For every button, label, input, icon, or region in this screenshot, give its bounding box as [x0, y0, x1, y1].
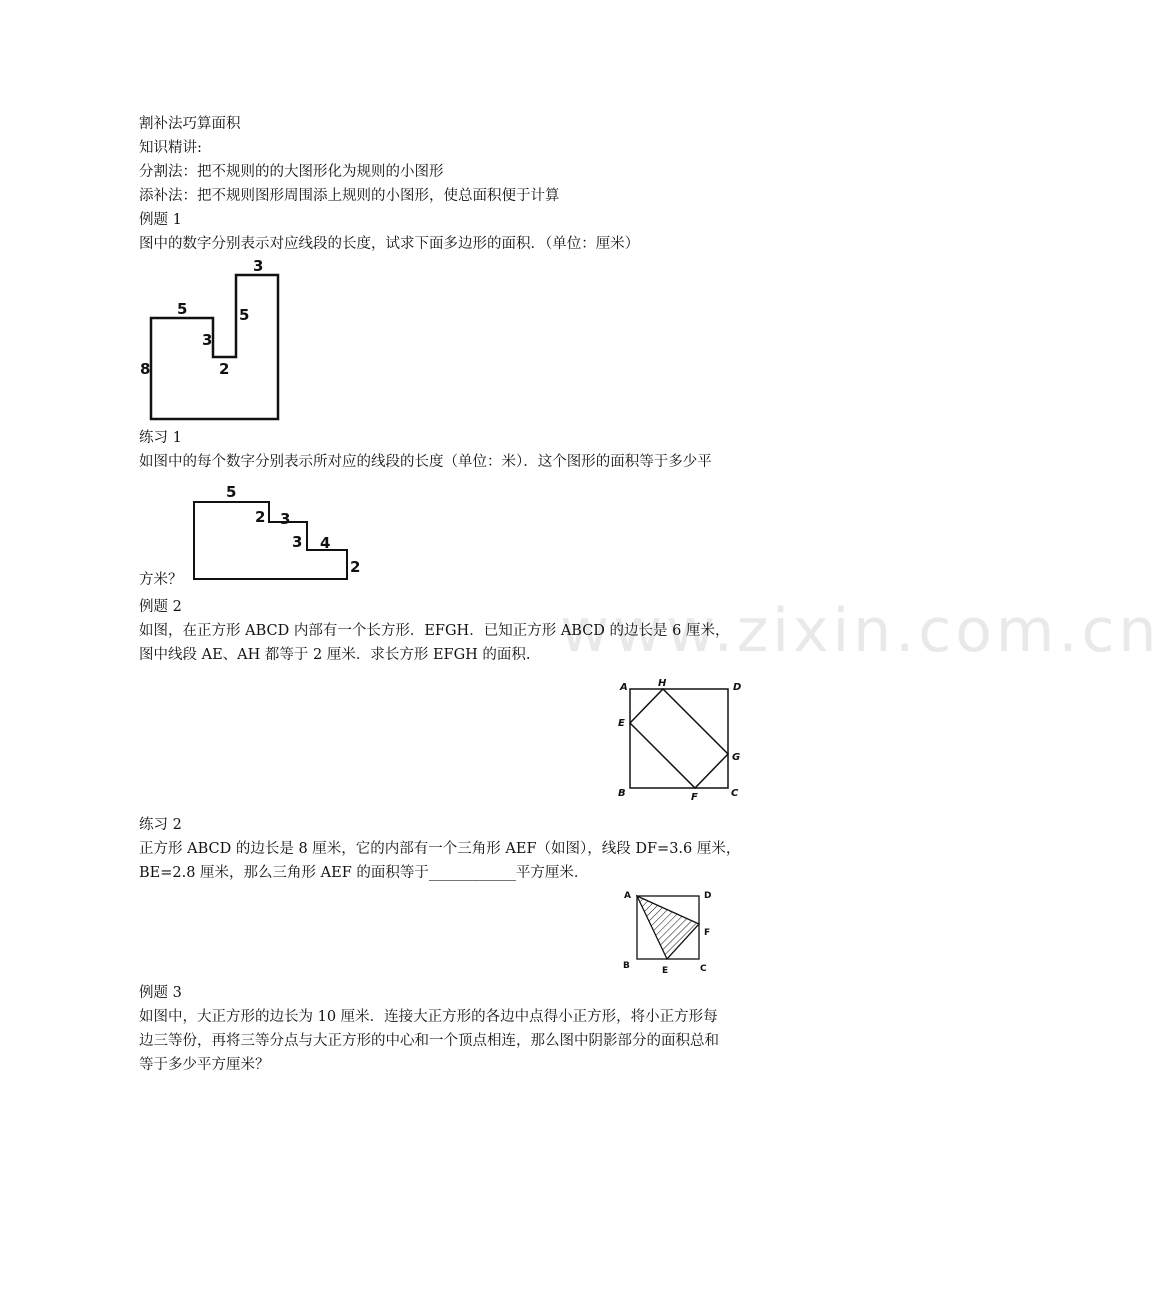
point-label: D — [704, 891, 712, 901]
example3-text-line1: 如图中，大正方形的边长为 10 厘米．连接大正方形的各边中点得小正方形，将小正方形每 — [139, 1009, 718, 1025]
practice2-heading: 练习 2 — [139, 817, 182, 833]
point-label: E — [618, 718, 625, 729]
example2-text-line1: 如图，在正方形 ABCD 内部有一个长方形．EFGH．已知正方形 ABCD 的边长是 6 厘米， — [139, 623, 730, 639]
point-label: C — [700, 964, 707, 974]
watermark: www.zixin.com.cn — [560, 596, 1160, 666]
example3-heading: 例题 3 — [139, 985, 182, 1001]
practice1-text: 如图中的每个数字分别表示所对应的线段的长度（单位：米）．这个图形的面积等于多少平 — [139, 454, 712, 470]
point-label: F — [704, 928, 711, 938]
point-label: A — [620, 682, 628, 693]
figure-3-square-rectangle — [612, 674, 752, 804]
fig1-label: 3 — [253, 257, 264, 275]
fig1-label: 8 — [140, 360, 151, 378]
point-label: H — [658, 678, 667, 689]
fig2-label: 3 — [292, 533, 303, 551]
point-label: E — [662, 966, 669, 976]
split-method-text: 分割法：把不规则的的大图形化为规则的小图形 — [139, 164, 444, 180]
example1-text: 图中的数字分别表示对应线段的长度，试求下面多边形的面积．（单位：厘米） — [139, 236, 640, 252]
point-label: B — [623, 961, 630, 971]
fig2-label: 3 — [280, 510, 291, 528]
fig2-label: 2 — [350, 558, 361, 576]
figure-1-polygon — [135, 256, 285, 424]
fig1-label: 2 — [219, 360, 230, 378]
point-label: C — [731, 788, 739, 799]
point-label: A — [624, 891, 631, 901]
point-label: B — [618, 788, 626, 799]
point-label: D — [733, 682, 742, 693]
fig1-label: 3 — [202, 331, 213, 349]
fig1-label: 5 — [177, 300, 188, 318]
fig2-label: 2 — [255, 508, 266, 526]
practice2-text-line1: 正方形 ABCD 的边长是 8 厘米，它的内部有一个三角形 AEF（如图），线段 DF=3.6 厘米， — [139, 841, 741, 857]
add-method-text: 添补法：把不规则图形周围添上规则的小图形，使总面积便于计算 — [139, 188, 560, 204]
point-label: G — [732, 752, 741, 763]
knowledge-heading: 知识精讲: — [139, 140, 202, 156]
practice2-text-line2: BE=2.8 厘米，那么三角形 AEF 的面积等于____________平方厘米． — [139, 865, 589, 881]
example2-heading: 例题 2 — [139, 599, 182, 615]
doc-title: 割补法巧算面积 — [139, 116, 241, 132]
point-label: F — [691, 792, 698, 803]
figure-2-staircase — [185, 478, 365, 584]
example3-text-line3: 等于多少平方厘米？ — [139, 1057, 270, 1073]
example1-heading: 例题 1 — [139, 212, 182, 228]
fig1-label: 5 — [239, 306, 250, 324]
figure-4-shaded-triangle — [615, 884, 725, 978]
fig2-label: 4 — [320, 534, 331, 552]
practice1-text-tail: 方米？ — [139, 572, 183, 588]
fig2-label: 5 — [226, 483, 237, 501]
practice1-heading: 练习 1 — [139, 430, 182, 446]
example3-text-line2: 边三等份，再将三等分点与大正方形的中心和一个顶点相连，那么图中阴影部分的面积总和 — [139, 1033, 719, 1049]
example2-text-line2: 图中线段 AE、AH 都等于 2 厘米．求长方形 EFGH 的面积. — [139, 647, 531, 663]
